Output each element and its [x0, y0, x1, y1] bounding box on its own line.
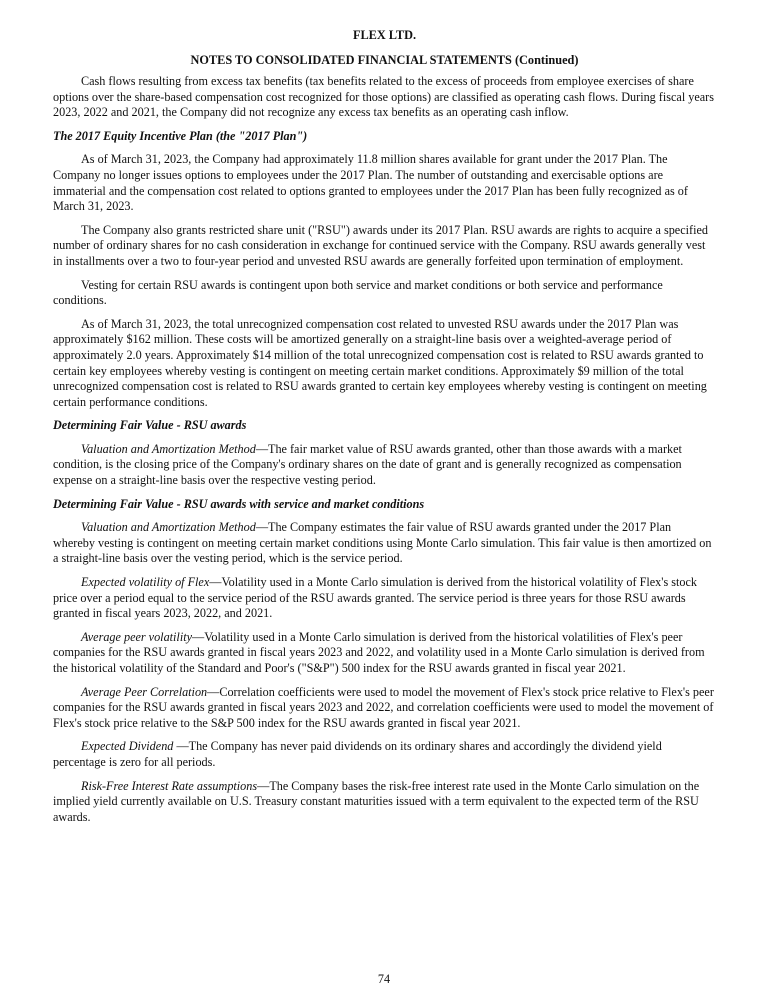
paragraph-shares-available: As of March 31, 2023, the Company had approximately 11.8 million shares available for grant under the 2017 Plan. The Company no longer issues options to employees under the 2017 Plan. The number of outstanding and exercisable options are immaterial and the compensation cost related to options granted to employees under the 2017 Plan has been fully recognized as of March 31, 2023.	[53, 152, 688, 214]
lead-valuation-method-market: Valuation and Amortization Method	[81, 520, 256, 535]
page-number: 74	[377, 972, 391, 986]
lead-peer-correlation: Average Peer Correlation	[81, 684, 208, 699]
text-valuation-method-market: —The Company estimates the fair value of RSU awards granted under the 2017 Plan whereby vesting is contingent on meeting certain market conditions using Monte Carlo simulation. This fair value is then amortized on a straight-line basis over the vesting period, which is the service period.	[53, 520, 712, 566]
page-content	[53, 24, 716, 825]
text-expected-dividend: —The Company has never paid dividends on its ordinary shares and accordingly the dividend yield percentage is zero for all periods.	[53, 739, 662, 769]
heading-fair-value-rsu: Determining Fair Value - RSU awards	[53, 418, 247, 433]
paragraph-cash-flows: Cash flows resulting from excess tax benefits (tax benefits related to the excess of proceeds from employee exercises of share options over the share-based compensation cost recognized for those options) are classified as operating cash flows. During fiscal years 2023, 2022 and 2021, the Company did not recognize any excess tax benefits as an operating cash inflow.	[53, 74, 714, 120]
paragraph-expected-dividend	[53, 739, 716, 770]
lead-volatility-flex: Expected volatility of Flex	[81, 575, 210, 590]
company-name: FLEX LTD.	[352, 28, 417, 42]
lead-peer-volatility: Average peer volatility	[81, 629, 193, 644]
text-peer-correlation: —Correlation coefficients were used to model the movement of Flex's stock price relative to Flex's peer companies for the RSU awards granted in fiscal years 2023 and 2022, and correlation coefficients were used to model the movement of Flex's stock price relative to the S&P 500 index for the RSU awards granted in fiscal year 2021.	[53, 684, 714, 730]
paragraph-peer-correlation	[53, 685, 716, 732]
paragraph-vesting: Vesting for certain RSU awards is contingent upon both service and market conditions or both service and performance conditions.	[53, 277, 663, 308]
text-risk-free-rate: —The Company bases the risk-free interest rate used in the Monte Carlo simulation on the implied yield currently available on U.S. Treasury constant maturities issued with a term equivalent to the expected term of the RSU awards.	[53, 778, 700, 824]
heading-2017-plan: The 2017 Equity Incentive Plan (the "2017 Plan")	[53, 128, 308, 143]
paragraph-valuation-method	[53, 442, 716, 489]
lead-risk-free-rate: Risk-Free Interest Rate assumptions	[81, 778, 258, 793]
lead-expected-dividend: Expected Dividend	[81, 739, 174, 754]
paragraph-valuation-method-market	[53, 520, 716, 567]
heading-fair-value-market: Determining Fair Value - RSU awards with service and market conditions	[53, 496, 425, 511]
paragraph-peer-volatility	[53, 630, 716, 677]
text-peer-volatility: —Volatility used in a Monte Carlo simulation is derived from the historical volatilities of Flex's peer companies for the RSU awards granted in fiscal years 2023 and 2022, and volatility used in a Monte Carlo simulation is derived from the historical volatility of the Standard and Poor's ("S&P") 500 index for the RSU awards granted in fiscal year 2021.	[53, 629, 705, 675]
lead-valuation-method: Valuation and Amortization Method	[81, 441, 256, 456]
paragraph-rsu-grants: The Company also grants restricted share unit ("RSU") awards under its 2017 Plan. RSU awards are rights to acquire a specified number of ordinary shares for no cash consideration in exchange for continued service with the Company. RSU awards generally vest in installments over a two to four-year period and unvested RSU awards are generally forfeited upon termination of employment.	[53, 222, 708, 268]
paragraph-risk-free-rate	[53, 779, 716, 826]
section-title: NOTES TO CONSOLIDATED FINANCIAL STATEMENTS (Continued)	[190, 53, 579, 67]
text-volatility-flex: —Volatility used in a Monte Carlo simulation is derived from the historical volatility of Flex's stock price over a period equal to the service period of the RSU awards granted. The service period is three years for those RSU awards granted in fiscal years 2023, 2022, and 2021.	[53, 575, 697, 621]
paragraph-unrecognized-cost: As of March 31, 2023, the total unrecognized compensation cost related to unvested RSU awards under the 2017 Plan was approximately $162 million. These costs will be amortized generally on a straight-line basis over a weighted-average period of approximately 2.0 years. Approximately $14 million of the total unrecognized compensation cost is related to RSU awards granted to certain key employees whereby vesting is contingent on meeting certain market conditions. Approximately $9 million of the total unrecognized compensation cost is related to RSU awards granted to certain key employees whereby vesting is contingent on meeting certain performance conditions.	[53, 316, 707, 409]
paragraph-volatility-flex	[53, 575, 716, 622]
text-valuation-method: —The fair market value of RSU awards granted, other than those awards with a market condition, is the closing price of the Company's ordinary shares on the date of grant and is generally recognized as compensation expense on a straight-line basis over the respective vesting period.	[53, 441, 682, 488]
